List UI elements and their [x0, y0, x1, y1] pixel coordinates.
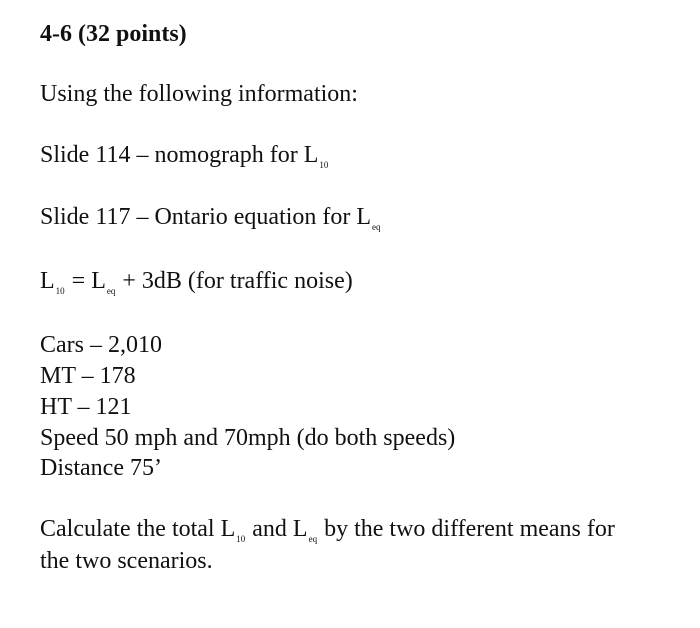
question-line-1	[40, 515, 615, 547]
l10-subscript: 10	[236, 534, 246, 544]
slide-114-text: Slide 114 – nomograph for L	[40, 142, 319, 168]
question-part-1: Calculate the total L	[40, 516, 236, 542]
slide-117-line	[40, 203, 382, 235]
slide-114-line	[40, 141, 329, 173]
speed-line: Speed 50 mph and 70mph (do both speeds)	[40, 425, 456, 451]
intro-text: Using the following information:	[40, 81, 358, 107]
distance-line: Distance 75’	[40, 455, 162, 481]
leq-subscript: eq	[308, 534, 318, 544]
cars-count: Cars – 2,010	[40, 332, 162, 358]
leq-subscript: eq	[106, 286, 116, 296]
slide-117-text: Slide 117 – Ontario equation for L	[40, 204, 372, 230]
leq-subscript: eq	[372, 222, 381, 232]
problem-heading: 4-6 (32 points)	[40, 21, 187, 47]
mt-count: MT – 178	[40, 363, 136, 389]
l10-symbol: L	[40, 268, 55, 294]
question-part-2: and L	[246, 516, 308, 542]
l10-subscript: 10	[319, 160, 329, 170]
relation-equation	[40, 267, 353, 299]
question-part-3: by the two different means for	[318, 516, 615, 542]
l10-subscript: 10	[55, 286, 65, 296]
equals-leq: = L	[65, 268, 106, 294]
question-line-2: the two scenarios.	[40, 548, 213, 574]
ht-count: HT – 121	[40, 394, 132, 420]
relation-rest: + 3dB (for traffic noise)	[116, 268, 353, 294]
